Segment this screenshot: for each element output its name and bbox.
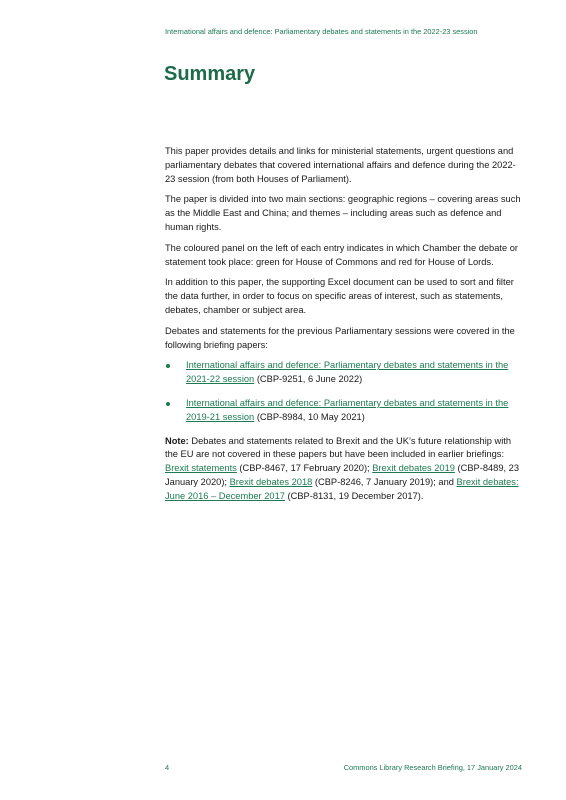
note-label: Note: [165,435,189,446]
list-item [165,397,525,425]
brexit-debates-2019-link[interactable]: Brexit debates 2019 [372,463,455,474]
running-header: International affairs and defence: Parliamentary debates and statements in the 2022-23 session [165,27,478,36]
note-reference: (CBP-8246, 7 January 2019); and [312,476,457,487]
page-title: Summary [164,63,256,85]
chamber-colour-paragraph: The coloured panel on the left of each entry indicates in which Chamber the debate or statement took place: green for House of Commons and red for House of Lords. [165,242,518,267]
previous-sessions-paragraph: Debates and statements for the previous Parliamentary sessions were covered in the following briefing papers: [165,325,515,350]
briefing-reference: (CBP-8984, 10 May 2021) [254,411,365,422]
note-intro: Debates and statements related to Brexit and the UK’s future relationship with the EU are not covered in these papers but have been included in earlier briefings: [165,435,512,460]
page-number: 4 [165,763,170,772]
bullet-icon [166,402,170,406]
summary-body [165,145,525,511]
note-reference: (CBP-8489, 23 January 2020); [165,463,520,487]
excel-paragraph: In addition to this paper, the supporting Excel document can be used to sort and filter the data further, in order to focus on specific areas of interest, such as statements, debates, chamber or subject area. [165,277,514,315]
note-reference: (CBP-8467, 17 February 2020); [236,463,373,474]
note-paragraph [165,435,525,504]
briefing-list [165,359,525,424]
note-reference: (CBP-8131, 19 December 2017). [284,490,424,501]
sections-paragraph: The paper is divided into two main sections: geographic regions – covering areas such as the Middle East and China; and themes – including areas such as defence and human rights. [165,194,521,232]
bullet-icon [166,364,170,368]
briefing-link-2019-21[interactable]: International affairs and defence: Parliamentary debates and statements in the 2019-21 session [186,397,509,422]
brexit-debates-2016-2017-link[interactable]: Brexit debates: June 2016 – December 2017 [165,476,519,501]
intro-paragraph: This paper provides details and links for ministerial statements, urgent questions and parliamentary debates that covered international affairs and defence during the 2022-23 session (from both Houses of Parliament). [165,146,516,184]
brexit-statements-link[interactable]: Brexit statements [165,463,237,474]
brexit-debates-2018-link[interactable]: Brexit debates 2018 [229,476,313,487]
briefing-reference: (CBP-9251, 6 June 2022) [254,374,363,385]
list-item [165,359,525,387]
footer-citation: Commons Library Research Briefing, 17 January 2024 [343,763,522,772]
briefing-link-2021-22[interactable]: International affairs and defence: Parliamentary debates and statements in the 2021-22 session [186,360,509,385]
